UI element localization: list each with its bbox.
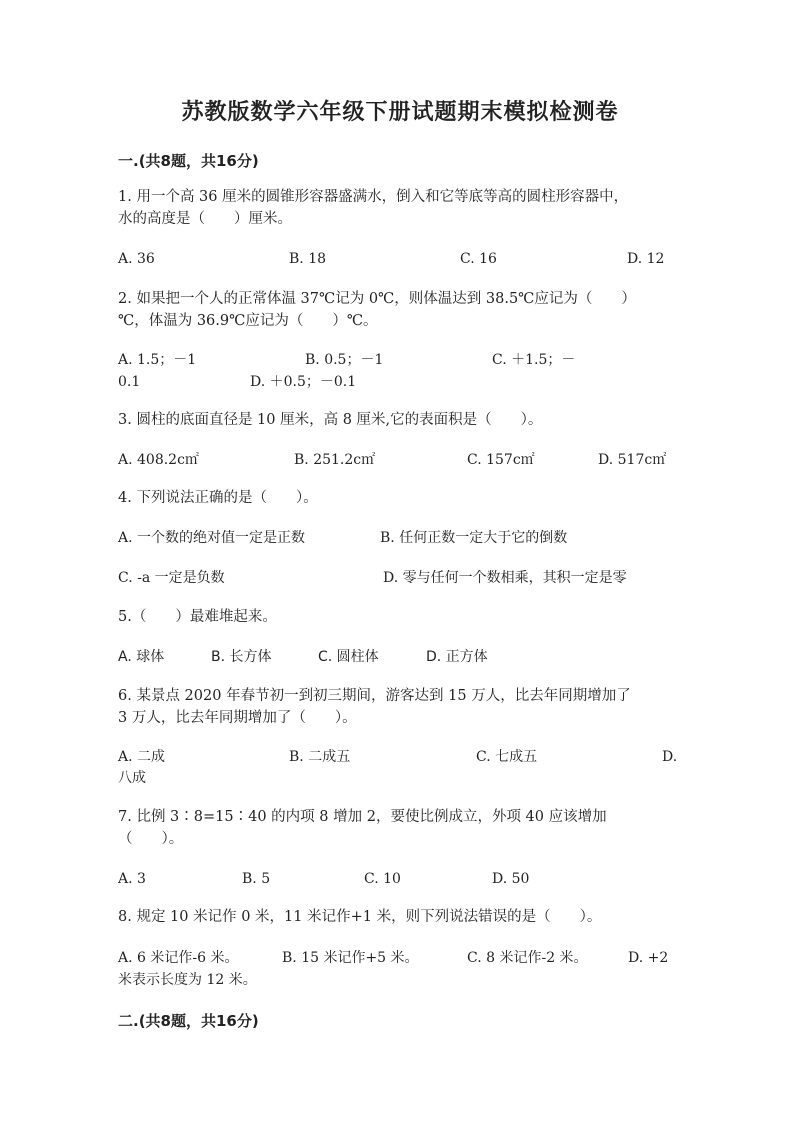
question-6-option-a[interactable]: A. 二成 (118, 749, 166, 765)
question-7-option-b[interactable]: B. 5 (242, 871, 271, 887)
question-4-line-1: 4. 下列说法正确的是（ ）。 (118, 490, 318, 506)
question-2-line-2: ℃，体温为 36.9℃应记为（ ）℃。 (118, 313, 378, 329)
question-8-option-c[interactable]: C. 8 米记作-2 米。 (467, 950, 588, 966)
question-1-option-b[interactable]: B. 18 (289, 251, 327, 267)
question-5-option-d[interactable]: D. 正方体 (426, 649, 488, 665)
question-5-option-a[interactable]: A. 球体 (118, 649, 165, 665)
question-6-option-d-wrap: 八成 (118, 770, 146, 786)
question-6-line-2: 3 万人，比去年同期增加了（ ）。 (118, 710, 357, 726)
question-3-option-a[interactable]: A. 408.2c㎡ (118, 452, 199, 468)
question-3-option-c[interactable]: C. 157c㎡ (467, 452, 535, 468)
question-2-option-c[interactable]: C. ＋1.5；－ (492, 352, 576, 368)
question-7-option-d[interactable]: D. 50 (492, 871, 530, 887)
question-7-line-2: （ ）。 (118, 831, 184, 847)
question-7-option-a[interactable]: A. 3 (118, 871, 146, 887)
question-1-option-c[interactable]: C. 16 (460, 251, 497, 267)
question-4-option-d[interactable]: D. 零与任何一个数相乘，其积一定是零 (383, 570, 627, 586)
question-2-option-d[interactable]: D. ＋0.5；－0.1 (250, 374, 357, 390)
question-6-option-c[interactable]: C. 七成五 (476, 749, 538, 765)
question-6-line-1: 6. 某景点 2020 年春节初一到初三期间，游客达到 15 万人，比去年同期增加了 (118, 688, 631, 704)
question-2-option-b[interactable]: B. 0.5；－1 (305, 352, 384, 368)
question-4-option-c[interactable]: C. -a 一定是负数 (118, 570, 225, 586)
question-8-option-d-wrap: 米表示长度为 12 米。 (118, 972, 257, 988)
question-6-option-b[interactable]: B. 二成五 (289, 749, 351, 765)
question-2-option-a[interactable]: A. 1.5；－1 (118, 352, 197, 368)
question-8-option-d[interactable]: D. +2 (628, 950, 669, 966)
question-7-option-c[interactable]: C. 10 (364, 871, 401, 887)
question-1-line-1: 1. 用一个高 36 厘米的圆锥形容器盛满水，倒入和它等底等高的圆柱形容器中， (118, 189, 629, 205)
section-1-header: 一.(共8题，共16分) (118, 152, 259, 170)
question-1-option-a[interactable]: A. 36 (118, 251, 155, 267)
page-title: 苏教版数学六年级下册试题期末模拟检测卷 (181, 100, 619, 125)
question-2-line-1: 2. 如果把一个人的正常体温 37℃记为 0℃，则体温达到 38.5℃应记为（ ） (118, 291, 636, 307)
question-5-option-c[interactable]: C. 圆柱体 (318, 649, 379, 665)
question-7-line-1: 7. 比例 3∶8=15∶40 的内项 8 增加 2，要使比例成立，外项 40 应该增加 (118, 809, 607, 825)
question-4-option-b[interactable]: B. 任何正数一定大于它的倒数 (380, 530, 568, 546)
question-8-line-1: 8. 规定 10 米记作 0 米，11 米记作+1 米，则下列说法错误的是（ ）。 (118, 909, 602, 925)
question-8-option-a[interactable]: A. 6 米记作-6 米。 (118, 950, 239, 966)
question-1-line-2: 水的高度是（ ）厘米。 (118, 211, 292, 227)
question-2-option-c-wrap: 0.1 (118, 374, 141, 390)
question-5-option-b[interactable]: B. 长方体 (211, 649, 272, 665)
section-2-header: 二.(共8题，共16分) (118, 1012, 259, 1030)
question-5-line-1: 5.（ ）最难堆起来。 (118, 609, 277, 625)
question-3-line-1: 3. 圆柱的底面直径是 10 厘米，高 8 厘米,它的表面积是（ ）。 (118, 412, 543, 428)
question-6-option-d[interactable]: D. (662, 749, 678, 765)
question-1-option-d[interactable]: D. 12 (627, 251, 665, 267)
question-4-option-a[interactable]: A. 一个数的绝对值一定是正数 (118, 530, 306, 546)
question-3-option-d[interactable]: D. 517c㎡ (598, 452, 667, 468)
question-8-option-b[interactable]: B. 15 米记作+5 米。 (282, 950, 419, 966)
question-3-option-b[interactable]: B. 251.2c㎡ (294, 452, 376, 468)
